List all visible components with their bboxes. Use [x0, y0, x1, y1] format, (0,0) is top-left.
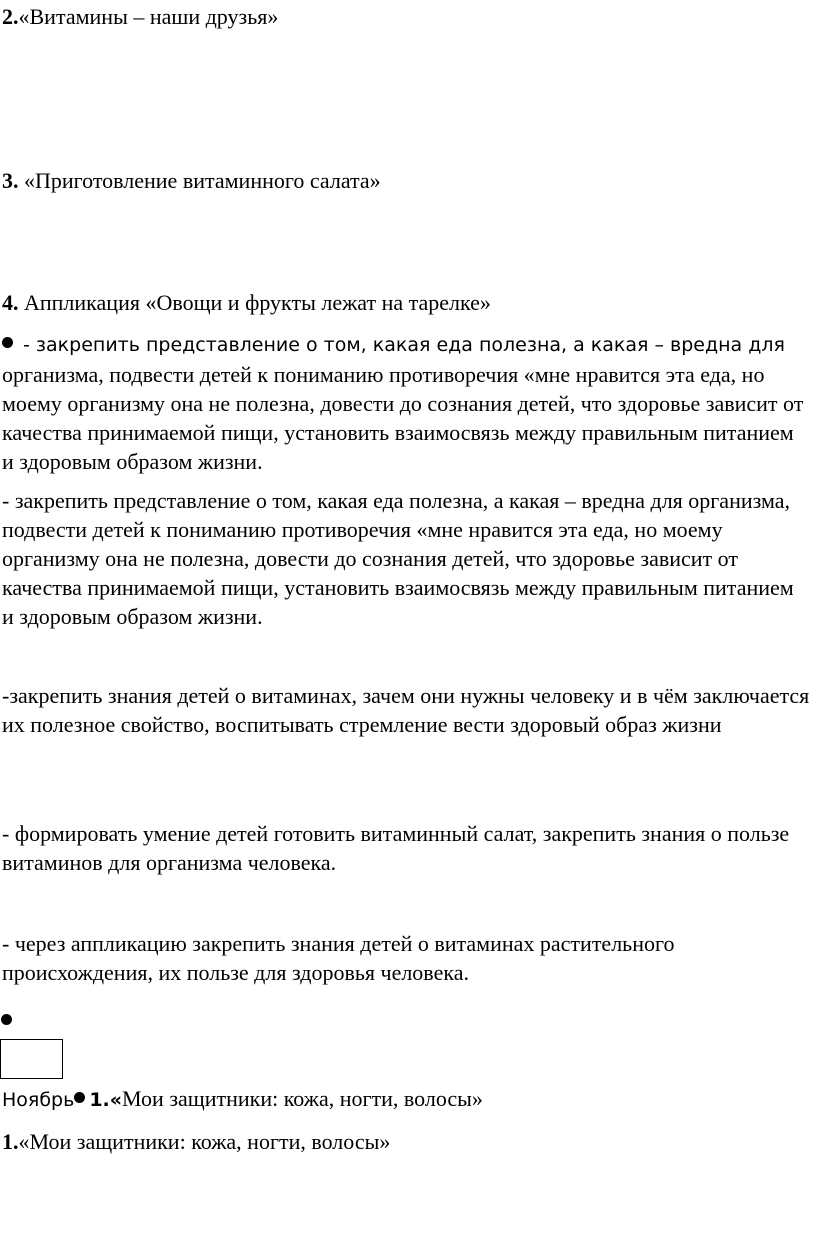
- november-row: [2, 1084, 810, 1115]
- item-3-text: «Приготовление витаминного салата»: [18, 168, 381, 193]
- bullet-paragraph-rest: организма, подвести детей к пониманию противоречия «мне нравится эта еда, но моему организму она не полезна, довести до сознания детей, что здоровье зависит от качества принимаемой пищи, установить взаимосвязь между правильным питанием и здоровым образом жизни.: [2, 362, 804, 474]
- item-4-number: 4.: [2, 290, 19, 315]
- november-row-text: Мои защитники: кожа, ногти, волосы»: [122, 1086, 483, 1111]
- paragraph-goal-3: - формировать умение детей готовить витаминный салат, закрепить знания о пользе витаминов для организма человека.: [2, 821, 790, 875]
- bullet-paragraph-lead-line: [2, 331, 810, 360]
- item-3-number: 3.: [2, 168, 19, 193]
- november-row-number: 1.«: [89, 1089, 123, 1111]
- item-1-number: 1.: [2, 1129, 19, 1154]
- lone-bullet: [1, 1006, 16, 1035]
- paragraph-goal-1: - закрепить представление о том, какая еда полезна, а какая – вредна для организма, подвести детей к пониманию противоречия «мне нравится эта еда, но моему организму она не полезна, довести до сознания детей, что здоровье зависит от качества принимаемой пищи, установить взаимосвязь между правильным питанием и здоровым образом жизни.: [2, 488, 794, 629]
- bullet-paragraph: [2, 331, 810, 476]
- paragraph-goal-2: -закрепить знания детей о витаминах, зачем они нужны человеку и в чём заключается их полезное свойство, воспитывать стремление вести здоровый образ жизни: [2, 683, 810, 737]
- month-label: Ноябрь: [2, 1089, 75, 1111]
- bullet-icon: [74, 1092, 85, 1103]
- empty-table-cell: [0, 1039, 63, 1079]
- item-1: [2, 1127, 810, 1156]
- item-3: [2, 166, 810, 195]
- bullet-icon: [2, 337, 13, 348]
- bullet-icon: [1, 1014, 12, 1025]
- item-1-text: «Мои защитники: кожа, ногти, волосы»: [18, 1129, 391, 1154]
- item-4: [2, 288, 810, 317]
- item-4-text: Аппликация «Овощи и фрукты лежат на тарелке»: [18, 290, 491, 315]
- item-2-text: «Витамины – наши друзья»: [18, 4, 279, 29]
- paragraph-goal-4: - через аппликацию закрепить знания детей о витаминах растительного происхождения, их пользе для здоровья человека.: [2, 931, 675, 985]
- item-2-number: 2.: [2, 4, 19, 29]
- item-2: [2, 2, 810, 31]
- bullet-paragraph-lead: - закрепить представление о том, какая еда полезна, а какая – вредна для: [17, 334, 785, 356]
